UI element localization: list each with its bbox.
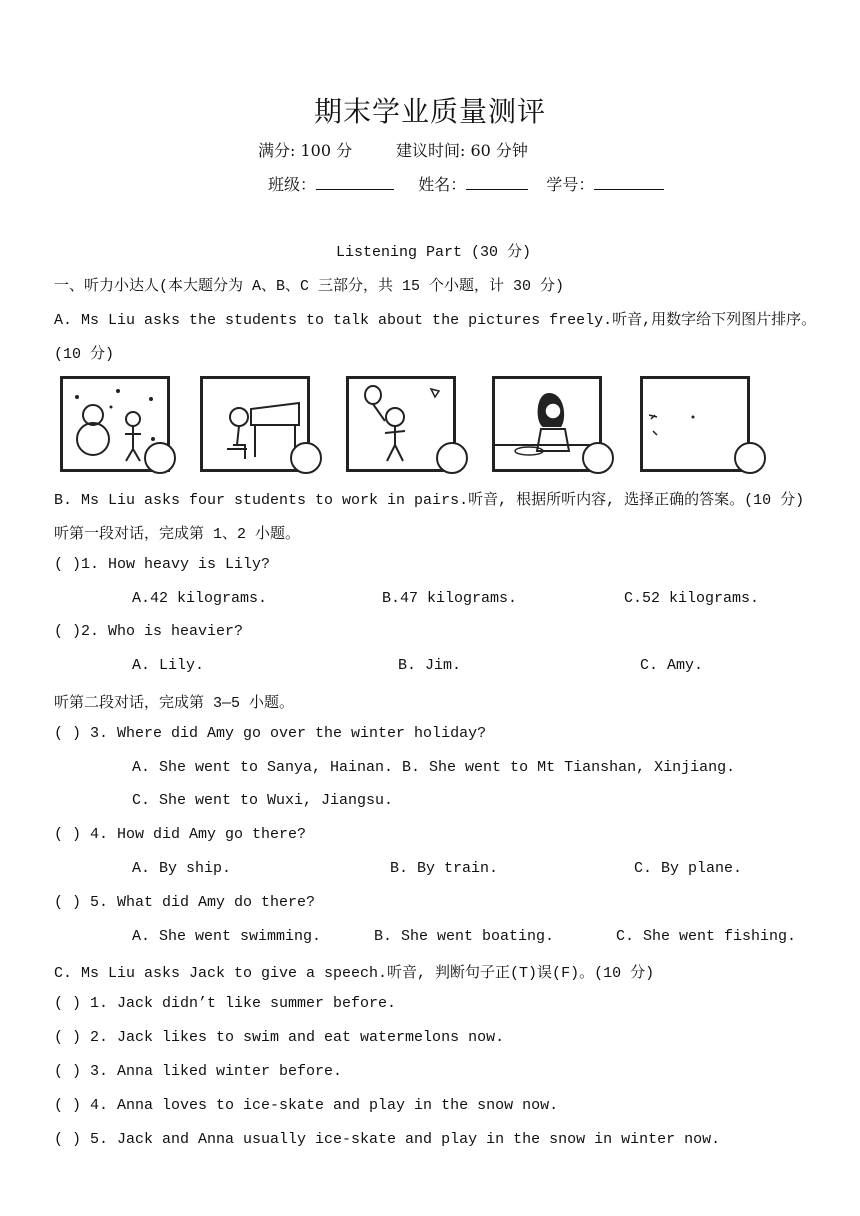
- question-b5-option-c[interactable]: C. She went fishing.: [616, 928, 797, 945]
- question-b2-option-c[interactable]: C. Amy.: [640, 657, 704, 674]
- question-b4-option-c[interactable]: C. By plane.: [634, 860, 743, 877]
- part-a-points: (10 分): [54, 346, 115, 363]
- class-blank[interactable]: [316, 175, 394, 190]
- question-c2: ( ) 2. Jack likes to swim and eat watermelons now.: [54, 1029, 505, 1046]
- question-b3: ( ) 3. Where did Amy go over the winter holiday?: [54, 725, 487, 742]
- question-b1-option-a[interactable]: A.42 kilograms.: [132, 590, 268, 607]
- dialog-one-instruction: 听第一段对话，完成第 1、2 小题。: [54, 526, 301, 543]
- question-b3-options-ab[interactable]: A. She went to Sanya, Hainan. B. She went to Mt Tianshan, Xinjiang.: [132, 759, 736, 776]
- question-c5: ( ) 5. Jack and Anna usually ice-skate and play in the snow in winter now.: [54, 1131, 721, 1148]
- part-b-instruction: B. Ms Liu asks four students to work in pairs.听音, 根据所听内容, 选择正确的答案。(10 分): [54, 492, 805, 509]
- listening-part-heading: Listening Part (30 分): [336, 244, 532, 261]
- mostly-blank-picture-icon: [643, 379, 747, 469]
- order-circle-4[interactable]: [582, 442, 614, 474]
- question-b3-option-c[interactable]: C. She went to Wuxi, Jiangsu.: [132, 792, 394, 809]
- dialog-two-instruction: 听第二段对话，完成第 3—5 小题。: [54, 695, 295, 712]
- question-b1-option-b[interactable]: B.47 kilograms.: [382, 590, 518, 607]
- full-score-label: 满分: 100 分: [258, 141, 353, 160]
- question-b5-option-a[interactable]: A. She went swimming.: [132, 928, 322, 945]
- part-c-instruction: C. Ms Liu asks Jack to give a speech.听音, 判断句子正(T)误(F)。(10 分): [54, 965, 655, 982]
- question-b4: ( ) 4. How did Amy go there?: [54, 826, 307, 843]
- question-b4-option-b[interactable]: B. By train.: [390, 860, 499, 877]
- question-b5-option-b[interactable]: B. She went boating.: [374, 928, 555, 945]
- question-b5: ( ) 5. What did Amy do there?: [54, 894, 316, 911]
- question-c4: ( ) 4. Anna loves to ice-skate and play in the snow now.: [54, 1097, 559, 1114]
- page-title: 期末学业质量测评: [313, 95, 546, 128]
- question-b2: ( )2. Who is heavier?: [54, 623, 244, 640]
- order-circle-2[interactable]: [290, 442, 322, 474]
- question-b1-option-c[interactable]: C.52 kilograms.: [624, 590, 760, 607]
- class-label: 班级：: [268, 175, 317, 194]
- question-b4-option-a[interactable]: A. By ship.: [132, 860, 232, 877]
- question-b1: ( )1. How heavy is Lily?: [54, 556, 271, 573]
- name-label: 姓名：: [418, 175, 467, 194]
- question-c1: ( ) 1. Jack didn’t like summer before.: [54, 995, 397, 1012]
- question-c3: ( ) 3. Anna liked winter before.: [54, 1063, 343, 1080]
- part-a-instruction: A. Ms Liu asks the students to talk about the pictures freely.听音,用数字给下列图片排序。: [54, 312, 817, 329]
- suggested-time-label: 建议时间: 60 分钟: [396, 141, 528, 160]
- part-one-heading: 一、听力小达人(本大题分为 A、B、C 三部分，共 15 个小题，计 30 分): [54, 278, 565, 295]
- student-id-label: 学号：: [546, 175, 595, 194]
- order-circle-5[interactable]: [734, 442, 766, 474]
- question-b2-option-b[interactable]: B. Jim.: [398, 657, 462, 674]
- order-circle-1[interactable]: [144, 442, 176, 474]
- name-blank[interactable]: [466, 175, 528, 190]
- student-id-blank[interactable]: [594, 175, 664, 190]
- order-circle-3[interactable]: [436, 442, 468, 474]
- question-b2-option-a[interactable]: A. Lily.: [132, 657, 205, 674]
- student-info-row: [268, 172, 664, 195]
